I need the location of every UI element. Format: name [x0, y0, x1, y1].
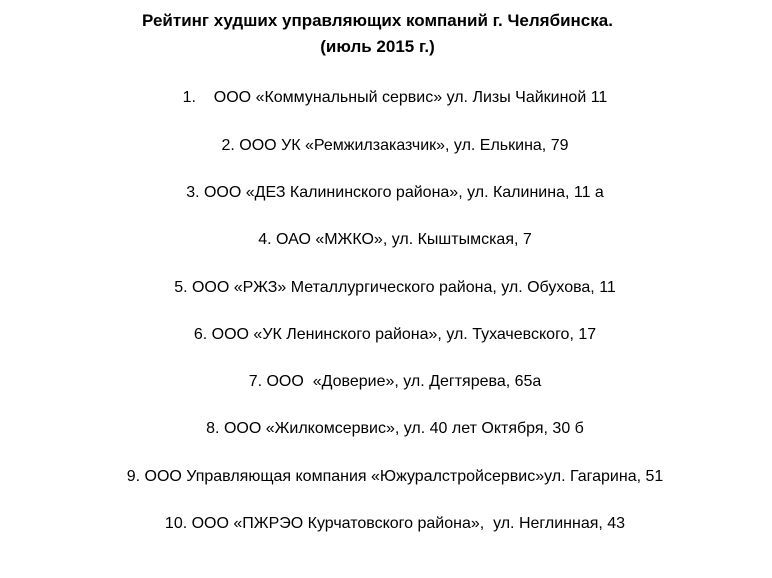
- list-item: 6. ООО «УК Ленинского района», ул. Тухачевского, 17: [193, 326, 597, 343]
- list-item: 5. ООО «РЖЗ» Металлургического района, ул. Обухова, 11: [174, 279, 616, 296]
- list-item: 4. ОАО «МЖКО», ул. Кыштымская, 7: [258, 231, 532, 248]
- list-item: 7. ООО «Доверие», ул. Дегтярева, 65а: [248, 373, 542, 390]
- document-title: Рейтинг худших управляющих компаний г. Челябинска.: [142, 11, 613, 30]
- list-item: 10. ООО «ПЖРЭО Курчатовского района», ул. Неглинная, 43: [164, 515, 626, 532]
- list-item: 8. ООО «Жилкомсервис», ул. 40 лет Октября, 30 б: [206, 420, 584, 437]
- list-item: 2. ООО УК «Ремжилзаказчик», ул. Елькина, 79: [221, 137, 569, 154]
- list-item: 1. ООО «Коммунальный сервис» ул. Лизы Чайкиной 11: [182, 89, 608, 106]
- document-subtitle-date: (июль 2015 г.): [320, 37, 435, 56]
- list-item: 3. ООО «ДЕЗ Калининского района», ул. Калинина, 11 а: [186, 184, 604, 201]
- list-item: 9. ООО Управляющая компания «Южуралстройсервис»ул. Гагарина, 51: [126, 468, 664, 485]
